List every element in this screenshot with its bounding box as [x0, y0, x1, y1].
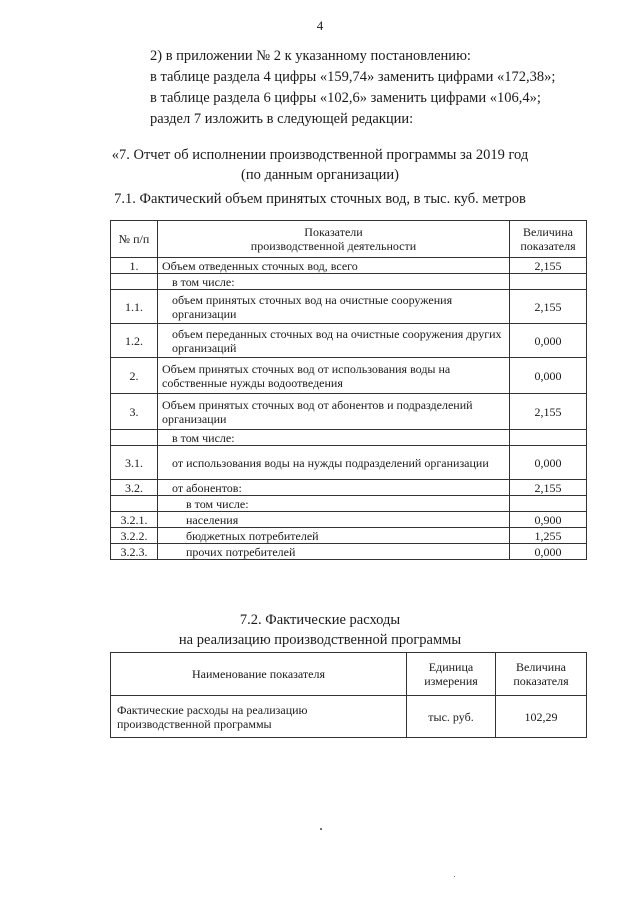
- row-label: бюджетных потребителей: [158, 528, 510, 544]
- row-value: 0,000: [510, 446, 587, 480]
- table-row: [111, 528, 587, 544]
- page-number: 4: [316, 18, 324, 33]
- row-label: объем принятых сточных вод на очистные сооружения организации: [158, 290, 510, 324]
- expenses-table: [110, 652, 587, 738]
- amendment-line: 2) в приложении № 2 к указанному постановлению:: [150, 48, 471, 64]
- row-number: 1.1.: [111, 290, 158, 324]
- row-value: 2,155: [510, 290, 587, 324]
- row-number: 2.: [111, 358, 158, 394]
- header-name: Наименование показателя: [111, 653, 407, 696]
- row-value: 0,000: [510, 324, 587, 358]
- row-label: Объем принятых сточных вод от использования воды на собственные нужды водоотведения: [158, 358, 510, 394]
- row-number: [111, 274, 158, 290]
- expense-label: Фактические расходы на реализацию производственной программы: [111, 696, 407, 738]
- table-row: [111, 496, 587, 512]
- section-7-2-title: 7.2. Фактические расходы: [239, 612, 401, 628]
- header-unit: Единица измерения: [407, 653, 496, 696]
- section-7-heading: [0, 145, 640, 185]
- section-7-title: «7. Отчет об исполнении производственной программы за 2019 год: [111, 147, 529, 163]
- row-label: населения: [158, 512, 510, 528]
- table-row: [111, 544, 587, 560]
- row-number: 3.2.2.: [111, 528, 158, 544]
- table-row: [111, 430, 587, 446]
- row-label: в том числе:: [158, 274, 510, 290]
- section-7-subtitle: (по данным организации): [240, 167, 399, 183]
- row-label: объем переданных сточных вод на очистные сооружения других организаций: [158, 324, 510, 358]
- table-row: [111, 512, 587, 528]
- table-row: [111, 696, 587, 738]
- row-value: [510, 496, 587, 512]
- row-label: Объем принятых сточных вод от абонентов и подразделений организации: [158, 394, 510, 430]
- row-number: 3.1.: [111, 446, 158, 480]
- scan-speck: [320, 828, 322, 830]
- row-number: 3.2.: [111, 480, 158, 496]
- table-row: [111, 358, 587, 394]
- row-label: от абонентов:: [158, 480, 510, 496]
- row-value: [510, 274, 587, 290]
- header-value: Величина показателя: [510, 221, 587, 258]
- row-number: 3.2.3.: [111, 544, 158, 560]
- row-number: 3.: [111, 394, 158, 430]
- scan-speck: [454, 876, 455, 877]
- table-row: [111, 394, 587, 430]
- expense-value: 102,29: [496, 696, 587, 738]
- row-label: в том числе:: [158, 430, 510, 446]
- row-value: 2,155: [510, 258, 587, 274]
- row-label: прочих потребителей: [158, 544, 510, 560]
- table-header-row: [111, 653, 587, 696]
- row-label: от использования воды на нужды подразделений организации: [158, 446, 510, 480]
- row-value: 0,000: [510, 358, 587, 394]
- row-value: 0,900: [510, 512, 587, 528]
- table-row: [111, 446, 587, 480]
- section-7-2-subtitle: на реализацию производственной программы: [178, 632, 462, 648]
- header-value: Величина показателя: [496, 653, 587, 696]
- row-value: 1,255: [510, 528, 587, 544]
- row-number: [111, 430, 158, 446]
- row-value: 2,155: [510, 480, 587, 496]
- row-value: 2,155: [510, 394, 587, 430]
- row-value: 0,000: [510, 544, 587, 560]
- header-indicator: Показатели производственной деятельности: [158, 221, 510, 258]
- row-number: 1.: [111, 258, 158, 274]
- amendment-line: раздел 7 изложить в следующей редакции:: [150, 111, 414, 127]
- table-row: [111, 274, 587, 290]
- table-row: [111, 290, 587, 324]
- row-number: 3.2.1.: [111, 512, 158, 528]
- row-label: Объем отведенных сточных вод, всего: [158, 258, 510, 274]
- header-num: № п/п: [111, 221, 158, 258]
- expense-unit: тыс. руб.: [407, 696, 496, 738]
- wastewater-volume-table: [110, 220, 587, 560]
- section-7-1-title: 7.1. Фактический объем принятых сточных вод, в тыс. куб. метров: [114, 191, 526, 207]
- section-7-2-heading: [0, 610, 640, 650]
- amendment-line: в таблице раздела 6 цифры «102,6» заменить цифрами «106,4»;: [150, 90, 541, 106]
- row-number: 1.2.: [111, 324, 158, 358]
- row-value: [510, 430, 587, 446]
- table-row: [111, 480, 587, 496]
- amendment-text: [150, 46, 555, 130]
- table-header-row: [111, 221, 587, 258]
- table-row: [111, 258, 587, 274]
- amendment-line: в таблице раздела 4 цифры «159,74» заменить цифрами «172,38»;: [150, 69, 556, 85]
- table-row: [111, 324, 587, 358]
- row-label: в том числе:: [158, 496, 510, 512]
- row-number: [111, 496, 158, 512]
